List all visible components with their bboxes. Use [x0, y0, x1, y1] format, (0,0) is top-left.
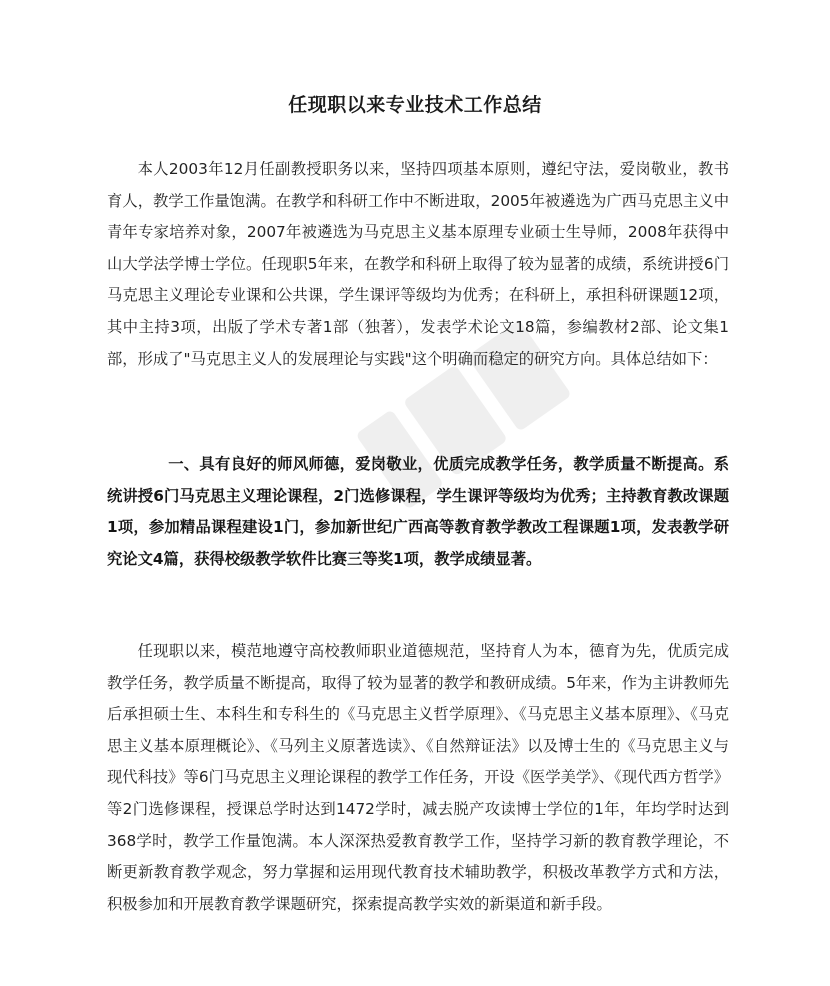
paragraph-section-heading: 一、具有良好的师风师德，爱岗敬业，优质完成教学任务，教学质量不断提高。系统讲授6门马克思主义理论课程，2门选修课程，学生课评等级均为优秀；主持教育教改课题1项，参加精品课程建设1门，参加新世纪广西高等教育教学教改工程课题1项，发表教学研究论文4篇，获得校级教学软件比赛三等奖1项，教学成绩显著。 [107, 455, 729, 568]
document-title: 任现职以来专业技术工作总结 [288, 94, 542, 116]
paragraph-intro: 本人2003年12月任副教授职务以来，坚持四项基本原则，遵纪守法，爱岗敬业，教书育人，教学工作量饱满。在教学和科研工作中不断进取，2005年被遴选为广西马克思主义中青年专家培养对象，2007年被遴选为马克思主义基本原理专业硕士生导师，2008年获得中山大学法学博士学位。任现职5年来，在教学和科研上取得了较为显著的成绩，系统讲授6门马克思主义理论专业课和公共课，学生课评等级均为优秀；在科研上，承担科研课题12项，其中主持3项，出版了学术专著1部（独著），发表学术论文18篇，参编教材2部、论文集1部，形成了"马克思主义人的发展理论与实践"这个明确而稳定的研究方向。具体总结如下： [107, 160, 729, 368]
paragraph-teaching-details: 任现职以来，模范地遵守高校教师职业道德规范，坚持育人为本，德育为先，优质完成教学任务，教学质量不断提高，取得了较为显著的教学和教研成绩。5年来，作为主讲教师先后承担硕士生、本科生和专科生的《马克思主义哲学原理》、《马克思主义基本原理》、《马克思主义基本原理概论》、《马列主义原著选读》、《自然辩证法》以及博士生的《马克思主义与现代科技》等6门马克思主义理论课程的教学工作任务，开设《医学美学》、《现代西方哲学》等2门选修课程，授课总学时达到1472学时，减去脱产攻读博士学位的1年，年均学时达到368学时，教学工作量饱满。本人深深热爱教育教学工作，坚持学习新的教育教学理论，不断更新教育教学观念，努力掌握和运用现代教育技术辅助教学，积极改革教学方式和方法，积极参加和开展教育教学课题研究，探索提高教学实效的新渠道和新手段。 [107, 642, 729, 913]
